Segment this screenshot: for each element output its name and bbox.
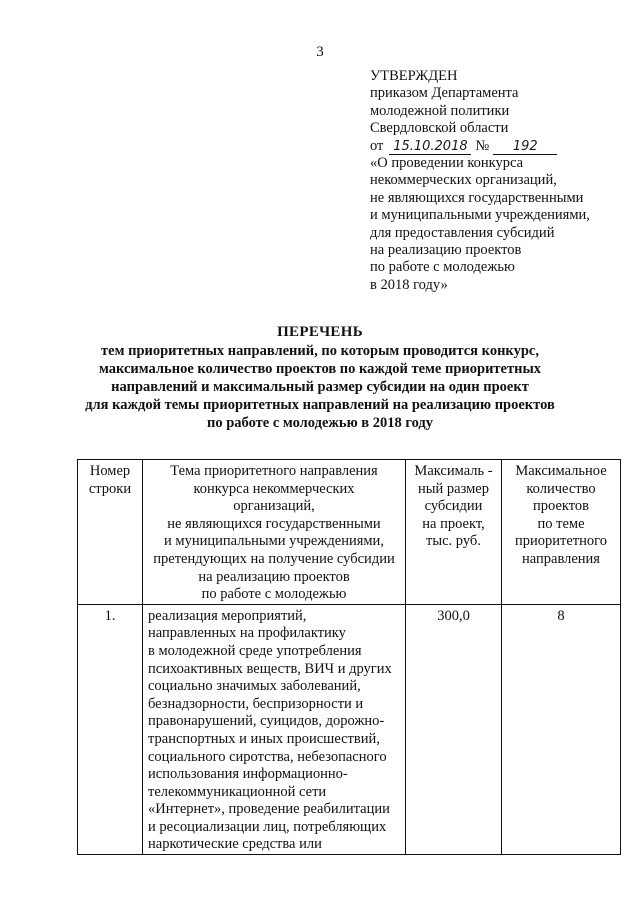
- number-sign: №: [475, 137, 490, 154]
- header-line: по теме: [537, 515, 585, 532]
- approval-line: УТВЕРЖДЕН: [370, 68, 458, 84]
- row-max-subsidy-cell: 300,0: [406, 604, 502, 854]
- page-number: 3: [316, 44, 324, 60]
- order-title-line: и муниципальными учреждениями,: [370, 207, 590, 224]
- header-line: и муниципальными учреждениями,: [164, 533, 384, 550]
- topic-line: психоактивных веществ, ВИЧ и других: [148, 660, 392, 677]
- order-title-line: в 2018 году»: [370, 276, 448, 293]
- header-row-number: [78, 460, 143, 605]
- order-title-line: некоммерческих организаций,: [370, 172, 557, 189]
- approval-line: приказом Департамента: [370, 85, 519, 102]
- header-line: организаций,: [233, 498, 315, 515]
- header-line: по работе с молодежью: [201, 586, 347, 603]
- heading-title: ПЕРЕЧЕНЬ: [277, 324, 363, 340]
- header-topic: [143, 460, 406, 605]
- heading-line: тем приоритетных направлений, по которым проводится конкурс,: [101, 343, 539, 359]
- table-row: [78, 604, 621, 854]
- topic-line: правонарушений, суицидов, дорожно-: [148, 713, 385, 730]
- header-max-subsidy: [406, 460, 502, 605]
- heading-line: максимальное количество проектов по каждой теме приоритетных: [98, 361, 542, 377]
- topic-line: наркотические средства или: [148, 836, 322, 853]
- handwritten-date: 15.10.2018: [389, 140, 471, 155]
- approval-line: молодежной политики: [370, 102, 510, 119]
- topic-line: «Интернет», проведение реабилитации: [148, 801, 390, 818]
- header-line: проектов: [533, 498, 589, 515]
- table-header-row: [78, 460, 621, 605]
- header-line: приоритетного: [515, 533, 607, 550]
- heading-line: по работе с молодежью в 2018 году: [207, 415, 433, 431]
- topic-line: направленных на профилактику: [148, 625, 346, 642]
- order-title-line: на реализацию проектов: [370, 242, 522, 259]
- topic-line: реализация мероприятий,: [148, 607, 307, 624]
- date-prefix: от: [370, 137, 384, 154]
- approval-block: [370, 68, 630, 294]
- heading-line: для каждой темы приоритетных направлений на реализацию проектов: [85, 397, 555, 413]
- row-number-cell: 1.: [78, 604, 143, 854]
- header-max-projects: [502, 460, 621, 605]
- topic-line: безнадзорности, беспризорности и: [148, 695, 364, 712]
- header-line: субсидии: [424, 498, 483, 515]
- topic-line: социального сиротства, небезопасного: [148, 748, 387, 765]
- header-line: на реализацию проектов: [198, 568, 350, 585]
- order-title-line: не являющихся государственными: [370, 189, 584, 206]
- order-title-line: «О проведении конкурса: [370, 155, 524, 172]
- header-line: конкурса некоммерческих: [193, 480, 355, 497]
- header-line: направления: [522, 550, 600, 567]
- header-line: строки: [88, 480, 132, 497]
- header-line: на проект,: [422, 515, 485, 532]
- header-line: Максимальное: [515, 463, 607, 479]
- header-line: ный размер: [418, 480, 489, 497]
- topic-line: в молодежной среде употребления: [148, 642, 362, 659]
- header-line: не являющихся государственными: [167, 515, 381, 532]
- topic-line: телекоммуникационной сети: [148, 783, 327, 800]
- row-max-projects-cell: 8: [502, 604, 621, 854]
- approval-date-line: [370, 138, 630, 155]
- topic-line: и ресоциализации лиц, потребляющих: [148, 818, 387, 835]
- order-title-line: для предоставления субсидий: [370, 224, 555, 241]
- header-line: тыс. руб.: [426, 533, 481, 550]
- header-line: Номер: [89, 463, 131, 479]
- topic-line: транспортных и иных происшествий,: [148, 730, 380, 747]
- header-line: претендующих на получение субсидии: [153, 550, 395, 567]
- order-title-line: по работе с молодежью: [370, 259, 515, 276]
- priority-topics-table: [77, 459, 621, 855]
- header-line: количество: [526, 480, 596, 497]
- topic-line: использования информационно-: [148, 766, 348, 783]
- row-topic-cell: [143, 604, 406, 854]
- heading-line: направлений и максимальный размер субсидии на один проект: [111, 379, 529, 395]
- document-heading: [40, 323, 600, 432]
- header-line: Тема приоритетного направления: [170, 463, 378, 479]
- header-line: Максималь -: [414, 463, 493, 479]
- approval-line: Свердловской области: [370, 120, 509, 137]
- topic-line: социально значимых заболеваний,: [148, 678, 361, 695]
- handwritten-number: 192: [493, 140, 557, 155]
